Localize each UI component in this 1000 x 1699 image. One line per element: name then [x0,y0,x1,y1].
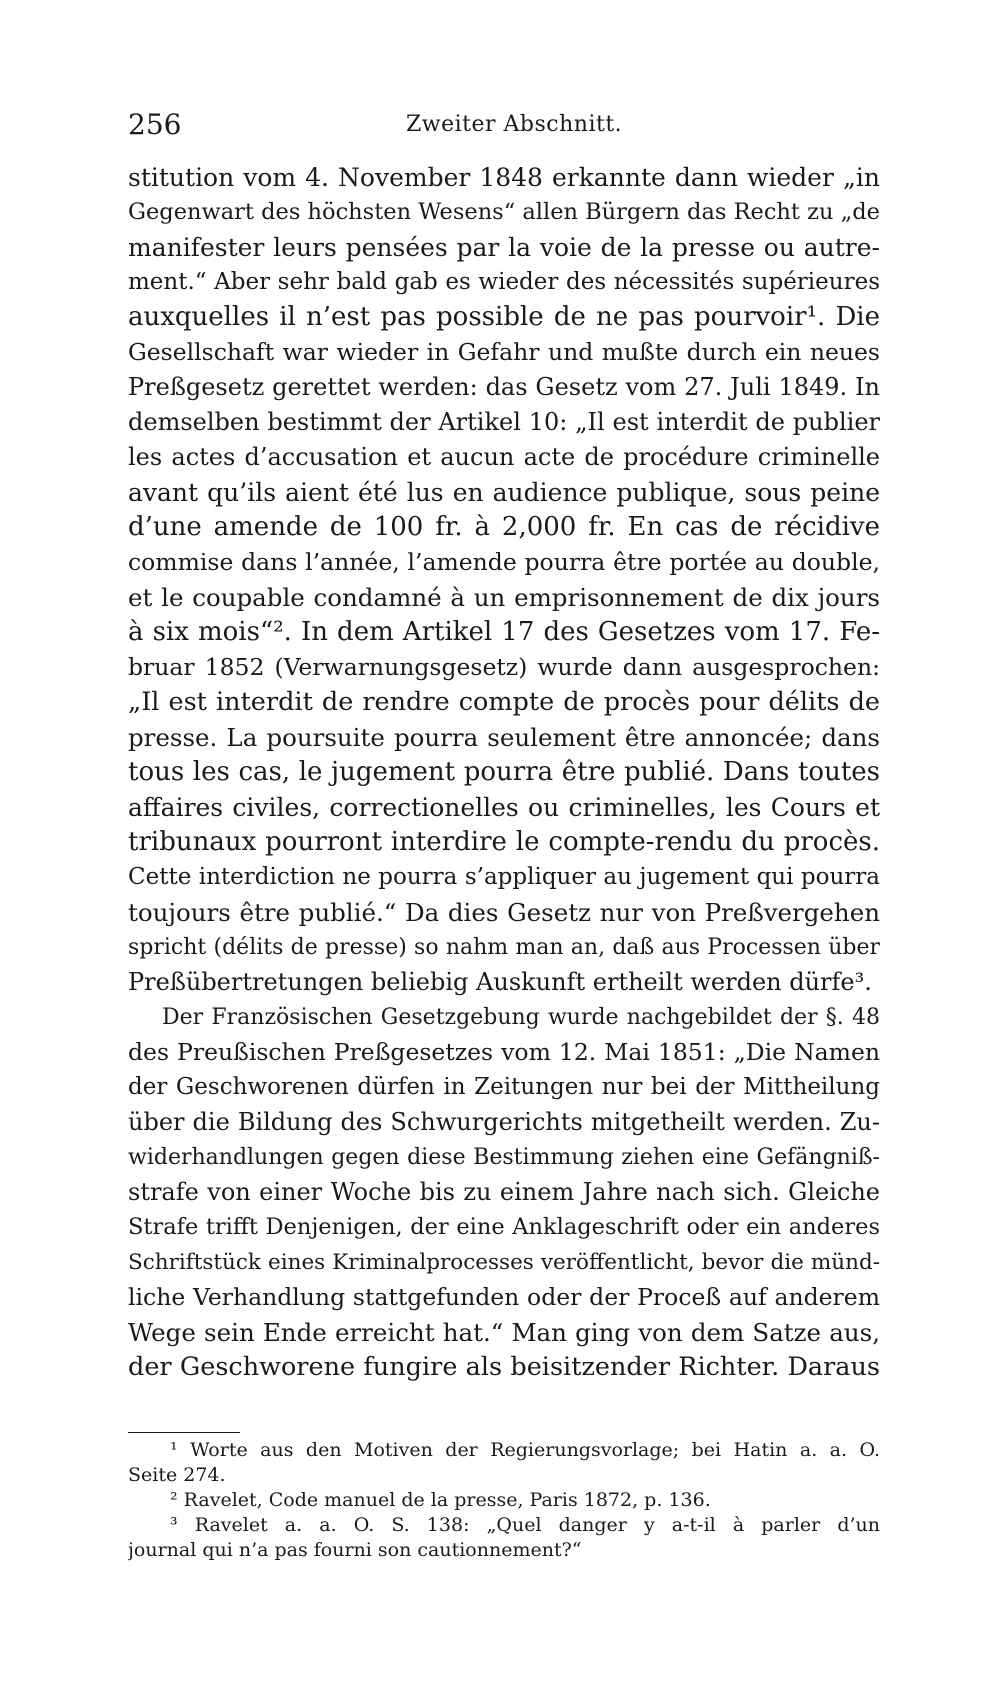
text-line: ment.“ Aber sehr bald gab es wieder des nécessités supérieures [128,269,880,295]
text-line: liche Verhandlung stattgefunden oder der Proceß auf anderem [128,1283,880,1311]
text-line: d’une amende de 100 fr. à 2,000 fr. En cas de récidive [128,512,880,542]
text-line: tribunaux pourront interdire le compte-rendu du procès. [128,827,880,857]
text-line: Preßgesetz gerettet werden: das Gesetz vom 27. Juli 1849. In [128,373,880,401]
text-line: widerhandlungen gegen diese Bestimmung ziehen eine Gefängniß- [128,1145,880,1170]
footnote-line: ¹ Worte aus den Motiven der Regierungsvorlage; bei Hatin a. a. O. [170,1439,880,1461]
footnote-line: ³ Ravelet a. a. O. S. 138: „Quel danger y a-t-il à parler d’un [170,1514,880,1536]
text-line: Wege sein Ende erreicht hat.“ Man ging von dem Satze aus, [128,1318,880,1347]
text-line: avant qu’ils aient été lus en audience publique, sous peine [128,478,880,507]
text-line: presse. La poursuite pourra seulement être annoncée; dans [128,723,880,752]
text-line: über die Bildung des Schwurgerichts mitgetheilt werden. Zu- [128,1108,880,1136]
footnote-line: ² Ravelet, Code manuel de la presse, Paris 1872, p. 136. [170,1489,711,1511]
text-line: des Preußischen Preßgesetzes vom 12. Mai 1851: „Die Namen [128,1038,880,1066]
text-line: Cette interdiction ne pourra s’appliquer au jugement qui pourra [128,864,880,890]
text-line: Gesellschaft war wieder in Gefahr und mußte durch ein neues [128,338,880,366]
footnote-line: journal qui n’a pas fourni son cautionnement?“ [128,1539,582,1561]
text-line: Schriftstück eines Kriminalprocesses veröffentlicht, bevor die münd- [128,1250,880,1275]
text-line: „Il est interdit de rendre compte de procès pour délits de [128,687,880,717]
text-line: der Geschworene fungire als beisitzender Richter. Daraus [128,1352,880,1382]
text-line: stitution vom 4. November 1848 erkannte dann wieder „in [128,163,880,192]
text-line: bruar 1852 (Verwarnungsgesetz) wurde dann ausgesprochen: [128,653,880,681]
text-line: affaires civiles, correctionelles ou criminelles, les Cours et [128,793,880,822]
main-text [128,160,880,1385]
page-header [128,108,880,148]
text-line: Gegenwart des höchsten Wesens“ allen Bürgern das Recht zu „de [128,199,880,225]
text-line: der Geschworenen dürfen in Zeitungen nur bei der Mittheilung [128,1074,880,1100]
text-line: commise dans l’année, l’amende pourra être portée au double, [128,548,880,576]
footnote-divider [128,1432,240,1433]
text-line: toujours être publié.“ Da dies Gesetz nur von Preßvergehen [128,898,880,927]
text-line: Preßübertretungen beliebig Auskunft ertheilt werden dürfe³. [128,968,872,996]
text-line: Strafe trifft Denjenigen, der eine Anklageschrift oder ein anderes [128,1214,880,1240]
text-line: strafe von einer Woche bis zu einem Jahre nach sich. Gleiche [128,1178,880,1206]
text-line: spricht (délits de presse) so nahm man an, daß aus Processen über [128,935,880,960]
text-line: les actes d’accusation et aucun acte de procédure criminelle [128,443,880,471]
running-head: Zweiter Abschnitt. [406,112,623,137]
text-line: et le coupable condamné à un emprisonnement de dix jours [128,583,880,612]
page-number: 256 [128,108,182,141]
text-line: auxquelles il n’est pas possible de ne pas pourvoir¹. Die [128,302,880,332]
footnotes [128,1438,880,1563]
text-line: à six mois“². In dem Artikel 17 des Gesetzes vom 17. Fe- [128,617,880,647]
text-line: Der Französischen Gesetzgebung wurde nachgebildet der §. 48 [162,1005,880,1030]
text-line: tous les cas, le jugement pourra être publié. Dans toutes [128,757,880,787]
text-line: demselben bestimmt der Artikel 10: „Il est interdit de publier [128,408,880,436]
footnote-line: Seite 274. [128,1464,226,1486]
text-line: manifester leurs pensées par la voie de la presse ou autre- [128,233,880,262]
